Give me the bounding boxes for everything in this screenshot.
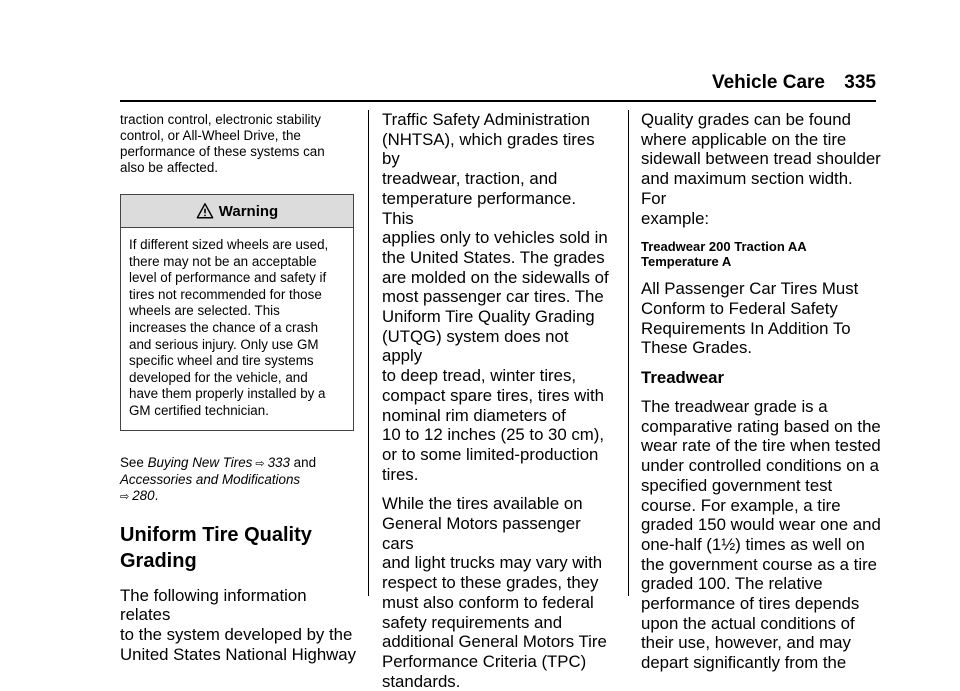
text-line: GM certified technician. [129,402,269,418]
text-line: All Passenger Car Tires Must [641,279,859,299]
text-line: Performance Criteria (TPC) [382,651,587,671]
text-line [120,472,360,488]
text-line: developed for the vehicle, and [129,369,308,385]
paragraph [641,279,881,358]
text-line: and light trucks may vary with [382,553,603,573]
text-line: Treadwear 200 Traction AA [641,239,807,255]
warning-header [121,195,353,228]
paragraph [641,397,881,673]
text-line: wear rate of the tire when tested [641,436,881,456]
text-line: traction control, electronic stability [120,112,321,127]
text-line: graded 100. The relative [641,574,823,594]
page-ref-arrow-icon: ⇨ [255,457,265,470]
header-rule [120,100,876,102]
text-line: specific wheel and tire systems [129,353,314,369]
text-line: level of performance and safety if [129,270,327,286]
text-line: one-half (1½) times as well on [641,534,865,554]
text-line: additional General Motors Tire [382,632,607,652]
text-line: increases the chance of a crash [129,319,319,335]
text-line: course. For example, a tire [641,495,841,515]
warning-title: Warning [218,202,279,220]
page-number: 335 [844,72,876,93]
text-line: example: [641,208,710,228]
text-line: have them properly installed by a [129,386,326,402]
text-line: temperature performance. This [382,188,577,228]
text-line: or to some limited-production [382,444,599,464]
text-line: to the system developed by the [120,624,353,644]
text-line: graded 150 would wear one and [641,515,881,535]
text-line: The treadwear grade is a [641,397,828,417]
text-line: treadwear, traction, and [382,169,558,189]
text-line: Conform to Federal Safety [641,298,838,318]
text-line: These Grades. [641,338,752,358]
and-word: and [293,454,317,470]
text-line: under controlled conditions on a [641,456,879,476]
reference-link-buying-new-tires[interactable]: Buying New Tires [147,454,253,470]
text-line: tires not recommended for those [129,286,322,302]
text-line: the United States. The grades [382,247,605,267]
text-line: are molded on the sidewalls of [382,267,609,287]
reference-page-333[interactable]: 333 [267,454,290,470]
see-word: See [120,454,144,470]
text-line: applies only to vehicles sold in [382,228,608,248]
column-divider-2 [628,110,629,596]
text-line: most passenger car tires. The [382,287,604,307]
column-3 [641,110,881,673]
text-line: Uniform Tire Quality Grading [382,307,595,327]
text-line: and maximum section width. For [641,169,853,208]
text-line: wheels are selected. This [129,303,280,319]
text-line: comparative rating based on the [641,416,881,436]
text-line: nominal rim diameters of [382,405,566,425]
text-line: specified government test [641,475,833,495]
section-heading [120,522,360,574]
text-line: and serious injury. Only use GM [129,336,319,352]
warning-body [121,228,353,430]
text-line: 10 to 12 inches (25 to 30 cm), [382,425,605,445]
text-line: performance of tires depends [641,594,860,614]
text-line: Traffic Safety Administration [382,110,590,129]
paragraph [641,110,881,228]
text-line: also be affected. [120,160,219,175]
heading-line: Uniform Tire Quality [120,523,312,546]
text-line: Temperature A [641,254,732,270]
paragraph [382,110,612,484]
text-line: upon the actual conditions of [641,613,855,633]
paragraph [120,586,360,665]
text-line: sidewall between tread shoulder [641,149,881,169]
text-line: While the tires available on [382,494,583,514]
text-line: must also conform to federal [382,592,594,612]
text-line [120,488,360,505]
text-line: standards. [382,671,461,691]
text-line: Requirements In Addition To [641,318,851,338]
reference-page-280[interactable]: 280 [132,487,155,503]
text-line: depart significantly from the [641,653,847,673]
text-line: If different sized wheels are used, [129,237,329,252]
page-ref-arrow-icon: ⇨ [120,490,130,503]
text-line: (UTQG) system does not apply [382,326,569,366]
section-title: Vehicle Care [711,72,825,93]
text-line: (NHTSA), which grades tires by [382,129,595,169]
text-line: there may not be an acceptable [129,253,317,269]
text-line: the government course as a tire [641,554,877,574]
text-line: their use, however, and may [641,633,851,653]
column-2 [382,110,612,691]
text-line: General Motors passenger cars [382,514,581,553]
punctuation: . [154,487,159,503]
intro-paragraph [120,112,360,176]
warning-box [120,194,354,431]
text-line: Quality grades can be found [641,110,851,129]
column-divider-1 [368,110,369,596]
heading-line: Grading [120,549,197,572]
text-line: performance of these systems can [120,144,325,159]
text-line: tires. [382,464,419,484]
text-line: safety requirements and [382,612,563,632]
paragraph [382,494,612,691]
see-also-reference [120,455,360,505]
text-line: to deep tread, winter tires, [382,366,577,386]
text-line: control, or All-Wheel Drive, the [120,128,301,143]
text-line: where applicable on the tire [641,129,847,149]
subheading-treadwear: Treadwear [641,368,725,388]
text-line: The following information relates [120,585,307,625]
reference-link-accessories[interactable]: Accessories and Modifications [120,471,301,487]
text-line: United States National Highway [120,644,356,664]
column-1 [120,112,360,664]
grade-example [641,239,881,269]
warning-triangle-icon [196,202,214,220]
text-line: respect to these grades, they [382,573,599,593]
text-line [120,455,360,472]
text-line: compact spare tires, tires with [382,385,604,405]
